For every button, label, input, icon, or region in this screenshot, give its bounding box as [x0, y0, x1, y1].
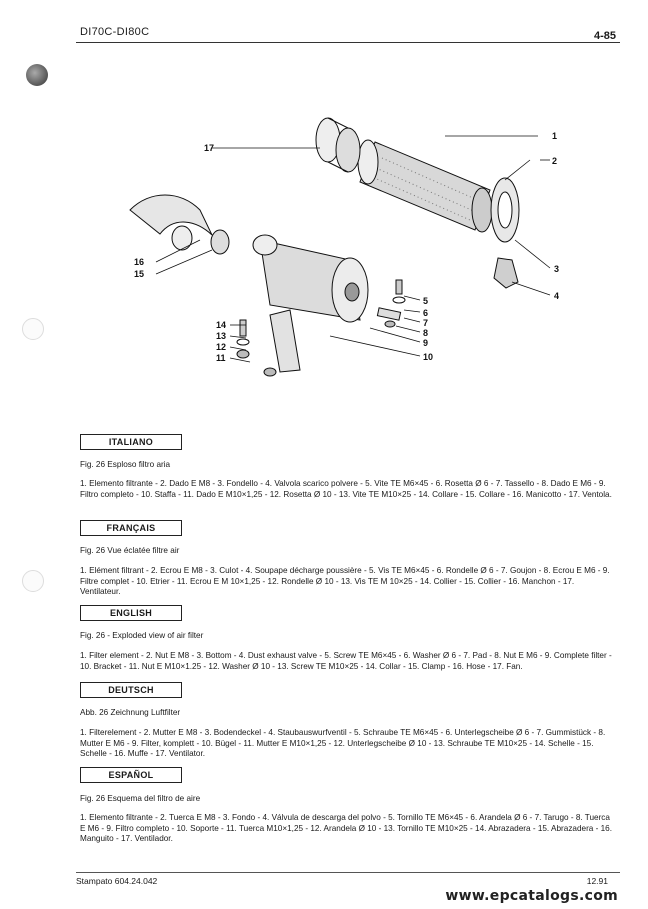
callout-16: 16 [134, 257, 145, 267]
figure-title-francais: Fig. 26 Vue éclatée filtre air [80, 546, 180, 555]
air-filter-exploded-diagram [120, 110, 590, 400]
callout-1: 1 [552, 131, 558, 141]
section-heading-deutsch: DEUTSCH [80, 682, 182, 698]
header-rule [76, 42, 620, 43]
callout-4: 4 [554, 291, 560, 301]
callout-11: 11 [216, 353, 226, 363]
punch-hole-icon [22, 318, 44, 340]
section-heading-francais: FRANÇAIS [80, 520, 182, 536]
callout-6: 6 [423, 308, 429, 318]
callout-7: 7 [423, 318, 429, 328]
figure-title-italiano: Fig. 26 Esploso filtro aria [80, 460, 171, 469]
callout-10: 10 [423, 352, 434, 362]
callout-17: 17 [204, 143, 215, 153]
section-heading-espanol: ESPAÑOL [80, 767, 182, 783]
parts-list-english: 1. Filter element - 2. Nut E M8 - 3. Bottom - 4. Dust exhaust valve - 5. Screw TE M6×45 - 6. Washer Ø 6 - 7. Pad - 8. Nut E M6 - 9. Complete filter - 10. Bracket - 11. Nut E M10×1.25 - 12. Washer Ø 10 - 13. Screw TE M10×25 - 14. Collar - 15. Clamp - 16. Hose - 17. Fan. [80, 651, 612, 671]
filter-element-drawing [358, 140, 492, 232]
callout-2: 2 [552, 156, 558, 166]
header-model: DI70C-DI80C [80, 26, 150, 38]
hose-drawing [130, 195, 229, 254]
callout-9: 9 [423, 338, 429, 348]
header-page-number: 4-85 [593, 30, 616, 42]
callout-15: 15 [134, 269, 145, 279]
binder-hole-icon [26, 64, 48, 86]
figure-title-deutsch: Abb. 26 Zeichnung Luftfilter [80, 708, 181, 717]
filter-housing-drawing [253, 235, 368, 322]
footer-print-code: Stampato 604.24.042 [76, 876, 158, 886]
callout-8: 8 [423, 328, 429, 338]
bracket-drawing [270, 310, 300, 372]
callout-3: 3 [554, 264, 560, 274]
watermark-text: www.epcatalogs.com [445, 888, 618, 904]
bottom-cover-drawing [491, 178, 519, 242]
parts-list-francais: 1. Elément filtrant - 2. Ecrou E M8 - 3. Culot - 4. Soupape décharge poussière - 5. Vis TE M6×45 - 6. Rondelle Ø 6 - 7. Goujon - 8. Ecrou E M6 - 9. Filtre complet - 10. Etrier - 11. Ecrou E M 10×1,25 - 12. Rondelle Ø 10 - 13. Vis TE M 10×25 - 14. Collier - 15. Collier - 16. Manchon - 17. Ventilateur. [80, 566, 610, 596]
callout-14: 14 [216, 320, 227, 330]
section-heading-english: ENGLISH [80, 605, 182, 621]
parts-list-italiano: 1. Elemento filtrante - 2. Dado E M8 - 3. Fondello - 4. Valvola scarico polvere - 5. Vite TE M6×45 - 6. Rosetta Ø 6 - 7. Tassello - 8. Dado E M6 - 9. Filtro completo - 10. Staffa - 11. Dado E M10×1,25 - 12. Rosetta Ø 10 - 13. Vite TE M10×25 - 14. Collare - 15. Collare - 16. Manicotto - 17. Ventola. [80, 479, 612, 499]
footer-rule [76, 872, 620, 873]
callout-5: 5 [423, 296, 429, 306]
footer-date: 12.91 [586, 876, 608, 886]
dust-valve-drawing [494, 258, 518, 288]
figure-title-espanol: Fig. 26 Esquema del filtro de aire [80, 794, 201, 803]
section-heading-italiano: ITALIANO [80, 434, 182, 450]
parts-list-espanol: 1. Elemento filtrante - 2. Tuerca E M8 - 3. Fondo - 4. Válvula de descarga del polvo - 5. Tornillo TE M6×45 - 6. Arandela Ø 6 - 7. Tarugo - 8. Tuerca E M6 - 9. Filtro completo - 10. Soporte - 11. Tuerca M10×1,25 - 12. Arandela Ø 10 - 13. Tornillo TE M10×25 - 14. Abrazadera - 15. Abrazadera - 16. Manguito - 17. Ventilador. [80, 813, 613, 843]
figure-title-english: Fig. 26 - Exploded view of air filter [80, 631, 204, 640]
punch-hole-icon [22, 570, 44, 592]
fan-drawing [316, 118, 360, 172]
parts-list-deutsch: 1. Filterelement - 2. Mutter E M8 - 3. Bodendeckel - 4. Staubauswurfventil - 5. Schraube TE M6×45 - 6. Unterlegscheibe Ø 6 - 7. Gummistück - 8. Mutter E M6 - 9. Filter, komplett - 10. Bügel - 11. Mutter E M10×1,25 - 12. Unterlegscheibe Ø 10 - 13. Schraube TE M10×25 - 14. Schelle - 15. Schelle - 16. Muffe - 17. Ventilator. [80, 728, 606, 758]
callout-13: 13 [216, 331, 227, 341]
callout-12: 12 [216, 342, 227, 352]
